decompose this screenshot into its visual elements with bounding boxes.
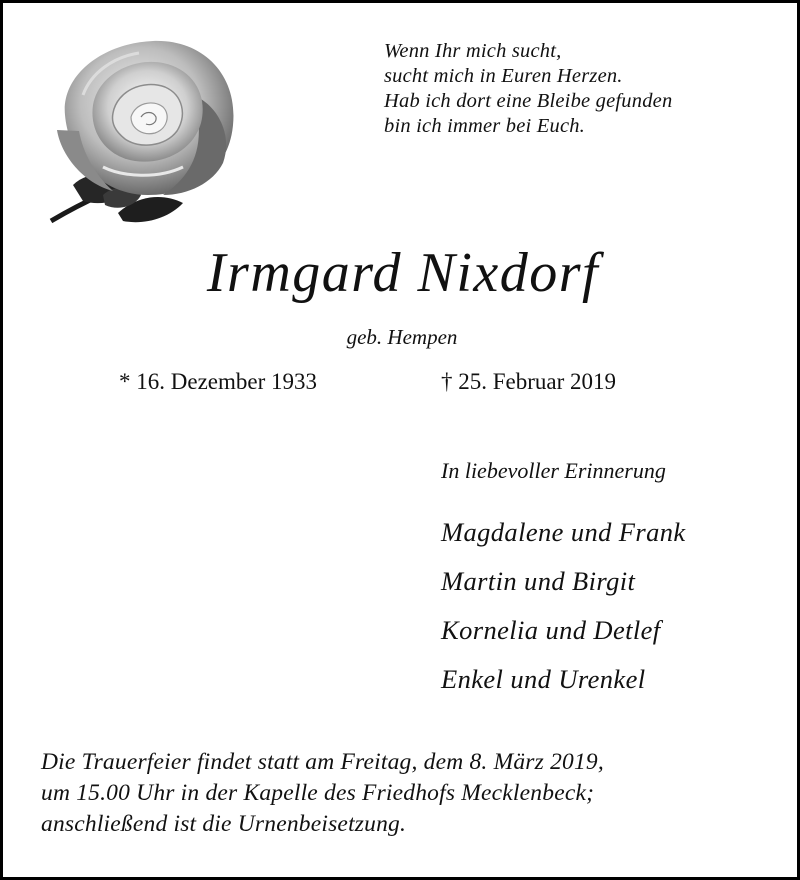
ceremony-info xyxy=(41,747,604,840)
birth-date: * 16. Dezember 1933 xyxy=(119,369,317,394)
poem-line: Hab ich dort eine Bleibe gefunden xyxy=(384,90,673,112)
family-list xyxy=(441,508,686,704)
ceremony-line: anschließend ist die Urnenbeisetzung. xyxy=(41,811,407,837)
poem-line: sucht mich in Euren Herzen. xyxy=(384,65,623,87)
family-member: Enkel und Urenkel xyxy=(441,664,646,694)
poem-line: bin ich immer bei Euch. xyxy=(384,115,586,137)
rose-icon xyxy=(43,35,243,230)
deceased-name: Irmgard Nixdorf xyxy=(206,242,600,304)
poem xyxy=(384,39,672,139)
poem-line: Wenn Ihr mich sucht, xyxy=(384,40,562,62)
maiden-name: geb. Hempen xyxy=(346,325,458,349)
memorial-intro: In liebevoller Erinnerung xyxy=(441,458,666,483)
family-member: Kornelia und Detlef xyxy=(441,615,661,645)
death-date: † 25. Februar 2019 xyxy=(441,369,617,394)
ceremony-line: um 15.00 Uhr in der Kapelle des Friedhofs Mecklenbeck; xyxy=(41,780,595,806)
family-member: Martin und Birgit xyxy=(441,566,636,596)
ceremony-line: Die Trauerfeier findet statt am Freitag, dem 8. März 2019, xyxy=(41,749,604,775)
family-member: Magdalene und Frank xyxy=(441,517,686,547)
